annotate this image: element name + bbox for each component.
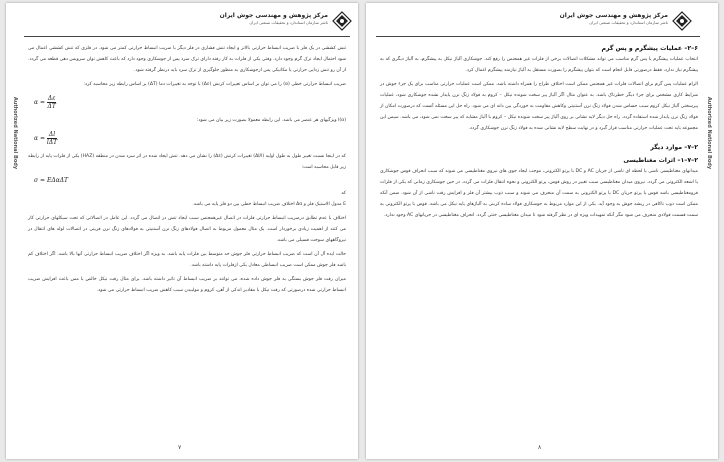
formula-alpha-strain <box>28 95 346 110</box>
institute-logo-icon <box>332 11 352 31</box>
left-page <box>6 3 358 459</box>
paragraph: الزام عملیات پس گرم برای اتصالات فلزات غیر همجنس ممکن است اختلاف طراح را همراه داشته باشد. ممکن است عملیات حرارتی مناسب برای یک جزء جوش در شرایط کاری مشخص برای جزء دیگر خطرناک باشد. به عنوان مثال اگر آلیاژ پیر سخت شونده نیکل – کروم به فولاد زنگ نزن پایدار نشده جوشکاری شود، عملیات پیرسختی آلیاژ نیکل کروم سبب حساس شدن فولاد زنگ نزن آستنیتی وکاهش مقاومت به خوردگی بین دانه ای می شود. راه حل این مسئله آنست که درصورت امکان از فولاد زنگ نزن پایدار شده استفاده گردد. راه حل دیگر لایه نشانی بر روی آلیاژ پیر سخت شونده نیکل – کروم با آلیاژ مشابه که پیر سخت نمی شود، می باشد. سپس این مجموعه باید تحت عملیات حرارتی مناسب قرار گیرد و در نهایت سطح لایه نشانی شده به فولاد زنگ نزن جوشکاری گردد. <box>380 82 698 131</box>
paragraph: انتخاب عملیات پیشگرم یا پس گرم مناسب می تواند مشکلات اتصالات برخی از فلزات غیر همجنس را رفع کند. جوشکاری آلیاژ نیکل به پیشگرم، به آلیاژ دیگری که به پیشگرم نیاز ندارد، فقط درصورتی قابل انجام است که بتوان پیشگرم را بصورت مستقل به آلیاژ نیازمند پیشگرم اعمال کرد. <box>380 57 698 73</box>
formula-numerator: Δl <box>48 131 56 138</box>
paragraph: تنش کششی در یک فلز با ضریب انبساط حرارتی بالاتر و ایجاد تنش فشاری در فلز دیگر با ضریب انبساط حرارتی کمتر می شود. در فلزی که تنش کششی اعمال می شود احتمال ایجاد ترک گرم وجود دارد. وقتی یکی از فلزات به کار رفته دارای ترک سرد پس از جوشکاری وجود دارد که باعث کاهش توان سرویس دهی قطعه می گردد. از آن رو تنش زدایی حرارتی یا مکانیکی پس ازجوشکاری به منظور جلوگیری از ترک سرد باید درنظر گرفته شود. <box>28 46 346 73</box>
header-subtitle: ناشر سازمان استاندارد و تحقیقات صنعتی ایران <box>249 20 328 25</box>
paragraph: ضریب انبساط حرارتی خطی (α) را می توان بر اساس تغییرات کرنش (Δε) با توجه به تغییرات دما (ΔT) بر اساس رابطه زیر محاسبه کرد: <box>83 82 346 87</box>
header-rule <box>24 36 350 37</box>
paragraph: میزان رقت فلز جوش بستگی به فلز جوش داده شده، می توانند بر ضریب انبساط آن تاثیر داشته باشد. برای مثال رقت نیکل خالص با مس باعث افزایش ضریب انبساط حرارتی شده درصورتی که رقت نیکل با مقادیر اندکی از آهن، کروم و مولیبدن سبب کاهش ضریب انبساط حرارتی می شود. <box>28 277 346 293</box>
paragraph: میدانهای مغناطیسی ناشی یا لحظه ای ناشی از جریان AC و DC با پرتو الکترونی، موجب ایجاد جوی های نیروی مغناطیسی می شوند که سبب انحراف قوس جوشکاری یا اشعه الکترونی می گردد. نیروی میدان مغناطیسی سبب تغییر در روش قوس، پرتو الکترونی و نحوه انتقال فلزات می گردد. در حین جوشکاری زمانی که یکی از فلزات فرومغناطیسی باشد قوس یا پرتو جریان DC یا پرتو الکترونی به سمت آن منحرف می شوند و سبب ذوب بیشتر آن فلز و افزایش رقت ناشی از آن شود. ضمن آنکه ممکن است ذوب ناکافی در ریشه جوش به وجود آید. یکی از این موارد مربوط به جوشکاری فولاد ساده کربنی به آلیاژهای پایه نیکل می باشد. قوس یا پرتو الکترونی به سمت قسمت فولادی منحرف می شود مگر آنکه تمهیدات ویژه ای در نظر گرفته شود تا میدان مغناطیسی خنثی گردد. انحراف مغناطیسی در جریانهای AC وجود ندارد. <box>380 169 699 218</box>
institute-logo-icon <box>672 11 692 31</box>
formula-lhs: α = <box>34 99 45 106</box>
paragraph: E مدول الاستیک فلز و Δα اختلاف ضریب انبساط خطی بین دو فلز پایه می باشد. <box>192 202 346 207</box>
formula-lhs: α = <box>34 135 45 142</box>
page-number: ۷ <box>178 444 182 451</box>
formula-numerator: Δε <box>47 95 56 102</box>
page-body <box>28 43 346 296</box>
paragraph: که <box>341 191 346 196</box>
formula-alpha-length <box>28 131 346 146</box>
formula-denominator: lΔT <box>46 139 58 146</box>
page-body <box>380 43 698 224</box>
paragraph: که در اینجا نسبت تغییر طول به طول اولیه (Δl/l) تغییرات کرنش (Δε) را نشان می دهد. تنش ایجاد شده در اثر سرد شدن در منطقه (HAZ) یکی از فلزات پایه از رابطه زیر قابل محاسبه است: <box>28 154 346 170</box>
formula-denominator: ΔT <box>47 103 56 110</box>
section-heading: ۲–۷– موارد دیگر <box>650 144 698 151</box>
side-label: Authorized National Body <box>706 96 712 170</box>
page-header <box>219 11 354 33</box>
paragraph: حالت ایده آل آن است که ضریب انبساط حرارتی فلز جوش حد متوسط بین فلزات پایه باشد. به ویژه اگر اختلاف ضریب انبساط حرارتی آنها بالا باشد. اگر اختلاف کم باشد فلز جوش ممکن است ضریب انبساطی معادل یکی ازفلزات پایه داشته باشد. <box>28 252 346 268</box>
header-title: مرکز پژوهش و مهندسی جوش ایران <box>219 12 328 19</box>
page-number: ۸ <box>538 444 542 451</box>
paragraph: اختلاف یا عدم تطابق درضریب انبساط حرارتی فلزات در اتصال غیرهمجنس سبب ایجاد تنش در اتصال می گردد. این عامل در اتصالاتی که تحت سیکلهای حرارتی کار می کنند از اهمیت زیادی برخوردار است. یک مثال معمول مربوط به اتصال فولادهای زنگ نزن آستنیتی به فولادهای زنگ نزن فریتی در اتصالات لوله های انتقال در نیروگاههای سوخت فسیلی می باشد. <box>28 216 346 243</box>
header-rule <box>376 36 700 37</box>
section-heading: ۲–۷–۱– اثرات مغناطیسی <box>623 157 698 164</box>
right-page <box>366 3 718 459</box>
section-heading: ۶–۲– عملیات پیشگرم و پس گرم <box>601 45 698 52</box>
page-header <box>559 11 694 33</box>
header-title: مرکز پژوهش و مهندسی جوش ایران <box>559 12 668 19</box>
header-text <box>559 12 668 25</box>
formula-stress: σ = EΔαΔT <box>34 177 69 184</box>
header-subtitle: ناشر سازمان استاندارد و تحقیقات صنعتی ایران <box>589 20 668 25</box>
side-label: Authorized National Body <box>12 96 18 170</box>
header-text <box>219 12 328 25</box>
paragraph: l(α) ویژگیهای هر عنصر می باشد. این رابطه معمولا بصورت زیر بیان می شود: <box>196 118 346 123</box>
